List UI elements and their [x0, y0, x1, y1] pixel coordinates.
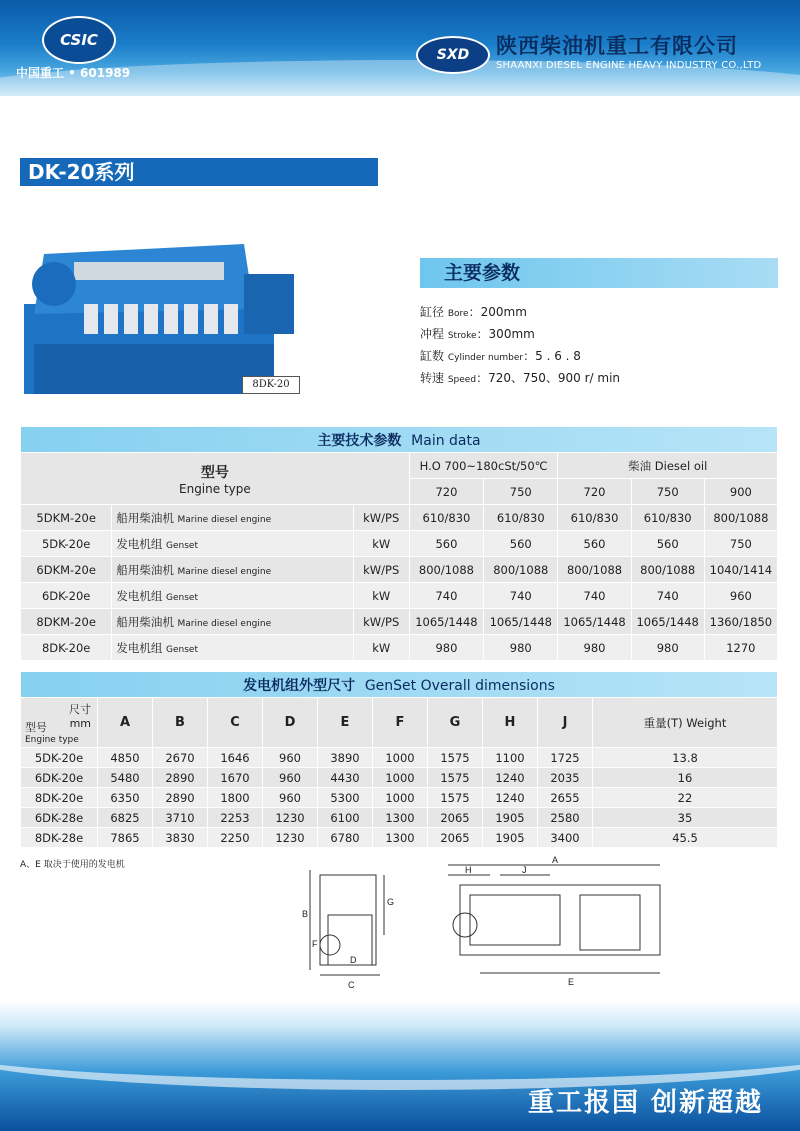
table-row — [21, 808, 778, 828]
dimension-value-cell: 6825 — [98, 808, 153, 828]
value-cell: 1065/1448 — [409, 609, 483, 635]
dimension-value-cell: 2890 — [153, 768, 208, 788]
dimension-value-cell: 3830 — [153, 828, 208, 848]
dim-label-j: J — [522, 865, 527, 875]
value-cell: 960 — [704, 583, 777, 609]
dimension-value-cell: 1725 — [538, 748, 593, 768]
dimension-column-header: J — [538, 698, 593, 748]
dimension-value-cell: 2890 — [153, 788, 208, 808]
main-params-list — [420, 302, 620, 390]
dimension-value-cell: 7865 — [98, 828, 153, 848]
value-cell: 1065/1448 — [631, 609, 704, 635]
dimension-diagram — [290, 855, 670, 995]
value-cell: 800/1088 — [484, 557, 558, 583]
table-row — [21, 768, 778, 788]
company-name-en: SHAANXI DIESEL ENGINE HEAVY INDUSTRY CO.,LTD — [496, 60, 762, 71]
type-cell: 发电机组 Genset — [112, 635, 353, 661]
dimension-column-header: C — [208, 698, 263, 748]
dimension-value-cell: 1000 — [373, 768, 428, 788]
param-bore: 缸径 Bore：200mm — [420, 305, 527, 319]
type-cell: 船用柴油机 Marine diesel engine — [112, 505, 353, 531]
dim-label-c: C — [348, 980, 355, 990]
param-cylinders: 缸数 Cylinder number：5 . 6 . 8 — [420, 349, 581, 363]
main-data-table — [20, 426, 778, 661]
model-cell: 8DK-20e — [21, 635, 112, 661]
dimension-column-header: F — [373, 698, 428, 748]
model-cell: 5DK-20e — [21, 531, 112, 557]
dim-label-g: G — [387, 897, 395, 907]
table-row — [21, 505, 778, 531]
dim-label-d: D — [350, 955, 357, 965]
dimension-value-cell: 1000 — [373, 788, 428, 808]
value-cell: 980 — [558, 635, 631, 661]
param-stroke: 冲程 Stroke：300mm — [420, 327, 535, 341]
dimension-value-cell: 1575 — [428, 768, 483, 788]
series-title: DK-20系列 — [20, 158, 378, 186]
sxd-logo: SXD — [416, 36, 490, 74]
dimension-value-cell: 960 — [263, 768, 318, 788]
dimension-value-cell: 1240 — [483, 768, 538, 788]
model-cell: 6DK-20e — [21, 768, 98, 788]
table-row — [21, 557, 778, 583]
table-row — [21, 788, 778, 808]
dim-label-e: E — [568, 977, 575, 987]
dimension-value-cell: 1575 — [428, 748, 483, 768]
value-cell: 610/830 — [631, 505, 704, 531]
value-cell: 560 — [484, 531, 558, 557]
speed-header: 750 — [631, 479, 704, 505]
dimension-value-cell: 2670 — [153, 748, 208, 768]
table-row — [21, 748, 778, 768]
value-cell: 1065/1448 — [558, 609, 631, 635]
dimension-column-header: D — [263, 698, 318, 748]
dimension-value-cell: 960 — [263, 748, 318, 768]
weight-cell: 35 — [593, 808, 778, 828]
dimension-value-cell: 1646 — [208, 748, 263, 768]
dimension-value-cell: 1100 — [483, 748, 538, 768]
dimension-value-cell: 2250 — [208, 828, 263, 848]
value-cell: 740 — [631, 583, 704, 609]
value-cell: 610/830 — [558, 505, 631, 531]
unit-cell: kW — [353, 583, 409, 609]
speed-header: 900 — [704, 479, 777, 505]
value-cell: 740 — [409, 583, 483, 609]
dimension-value-cell: 1575 — [428, 788, 483, 808]
model-cell: 5DK-20e — [21, 748, 98, 768]
model-cell: 5DKM-20e — [21, 505, 112, 531]
weight-header: 重量(T) Weight — [593, 698, 778, 748]
dimension-value-cell: 2065 — [428, 828, 483, 848]
dim-label-a: A — [552, 855, 559, 865]
table-row — [21, 635, 778, 661]
dimension-value-cell: 3890 — [318, 748, 373, 768]
dimension-value-cell: 1240 — [483, 788, 538, 808]
value-cell: 980 — [631, 635, 704, 661]
dimension-value-cell: 2253 — [208, 808, 263, 828]
value-cell: 740 — [484, 583, 558, 609]
dim-label-b: B — [302, 909, 309, 919]
dimension-value-cell: 2655 — [538, 788, 593, 808]
param-speed: 转速 Speed：720、750、900 r/ min — [420, 371, 621, 385]
dimension-value-cell: 4430 — [318, 768, 373, 788]
unit-cell: kW/PS — [353, 609, 409, 635]
dimension-value-cell: 4850 — [98, 748, 153, 768]
value-cell: 800/1088 — [409, 557, 483, 583]
value-cell: 800/1088 — [558, 557, 631, 583]
engine-caption: 8DK-20 — [242, 376, 300, 394]
value-cell: 750 — [704, 531, 777, 557]
dim-label-h: H — [465, 865, 472, 875]
dimension-value-cell: 3400 — [538, 828, 593, 848]
type-cell: 发电机组 Genset — [112, 583, 353, 609]
type-cell: 船用柴油机 Marine diesel engine — [112, 557, 353, 583]
value-cell: 980 — [409, 635, 483, 661]
dimension-value-cell: 1905 — [483, 828, 538, 848]
dimension-value-cell: 1800 — [208, 788, 263, 808]
value-cell: 980 — [484, 635, 558, 661]
dimension-value-cell: 3710 — [153, 808, 208, 828]
dimension-value-cell: 960 — [263, 788, 318, 808]
table-row — [21, 828, 778, 848]
dimensions-corner: 尺寸 mm 型号 Engine type — [21, 698, 98, 748]
dimension-value-cell: 5480 — [98, 768, 153, 788]
fuel-diesel-header: 柴油 Diesel oil — [558, 453, 778, 479]
model-cell: 8DKM-20e — [21, 609, 112, 635]
model-cell: 8DK-28e — [21, 828, 98, 848]
weight-cell: 13.8 — [593, 748, 778, 768]
dimension-value-cell: 1000 — [373, 748, 428, 768]
dimension-value-cell: 1300 — [373, 828, 428, 848]
value-cell: 1270 — [704, 635, 777, 661]
csic-stock-code: 中国重工 • 601989 — [16, 66, 131, 80]
dimensions-table — [20, 671, 778, 848]
fuel-ho-header: H.O 700~180cSt/50℃ — [409, 453, 558, 479]
table-row — [21, 583, 778, 609]
weight-cell: 45.5 — [593, 828, 778, 848]
value-cell: 560 — [558, 531, 631, 557]
dimension-value-cell: 1670 — [208, 768, 263, 788]
dimension-value-cell: 5300 — [318, 788, 373, 808]
table-row — [21, 609, 778, 635]
dimension-value-cell: 1230 — [263, 828, 318, 848]
footer-slogan: 重工报国 创新超越 — [528, 1088, 764, 1118]
dimension-value-cell: 1905 — [483, 808, 538, 828]
unit-cell: kW/PS — [353, 505, 409, 531]
table-row — [21, 531, 778, 557]
main-params-title: 主要参数 — [420, 258, 778, 288]
dimension-value-cell: 1230 — [263, 808, 318, 828]
weight-cell: 22 — [593, 788, 778, 808]
weight-cell: 16 — [593, 768, 778, 788]
model-cell: 8DK-20e — [21, 788, 98, 808]
model-header: 型号 Engine type — [21, 453, 410, 505]
value-cell: 610/830 — [484, 505, 558, 531]
value-cell: 800/1088 — [704, 505, 777, 531]
speed-header: 750 — [484, 479, 558, 505]
value-cell: 740 — [558, 583, 631, 609]
csic-logo: CSIC — [42, 16, 116, 64]
value-cell: 1360/1850 — [704, 609, 777, 635]
dimension-value-cell: 2065 — [428, 808, 483, 828]
value-cell: 560 — [631, 531, 704, 557]
model-cell: 6DK-20e — [21, 583, 112, 609]
value-cell: 1065/1448 — [484, 609, 558, 635]
company-name-cn: 陕西柴油机重工有限公司 — [496, 34, 738, 58]
model-cell: 6DK-28e — [21, 808, 98, 828]
speed-header: 720 — [558, 479, 631, 505]
dimension-column-header: E — [318, 698, 373, 748]
model-cell: 6DKM-20e — [21, 557, 112, 583]
type-cell: 船用柴油机 Marine diesel engine — [112, 609, 353, 635]
value-cell: 1040/1414 — [704, 557, 777, 583]
unit-cell: kW — [353, 531, 409, 557]
dimensions-note: A、E 取决于使用的发电机 — [20, 860, 125, 870]
dimension-value-cell: 2580 — [538, 808, 593, 828]
dimension-column-header: B — [153, 698, 208, 748]
unit-cell: kW/PS — [353, 557, 409, 583]
value-cell: 610/830 — [409, 505, 483, 531]
speed-header: 720 — [409, 479, 483, 505]
dimension-value-cell: 1300 — [373, 808, 428, 828]
dim-label-f: F — [312, 939, 318, 949]
dimensions-title: 发电机组外型尺寸 GenSet Overall dimensions — [21, 672, 778, 698]
dimension-value-cell: 2035 — [538, 768, 593, 788]
dimension-value-cell: 6100 — [318, 808, 373, 828]
value-cell: 560 — [409, 531, 483, 557]
dimension-column-header: G — [428, 698, 483, 748]
unit-cell: kW — [353, 635, 409, 661]
dimension-column-header: H — [483, 698, 538, 748]
dimension-value-cell: 6780 — [318, 828, 373, 848]
type-cell: 发电机组 Genset — [112, 531, 353, 557]
main-data-title: 主要技术参数 Main data — [21, 427, 778, 453]
value-cell: 800/1088 — [631, 557, 704, 583]
dimension-column-header: A — [98, 698, 153, 748]
dimension-value-cell: 6350 — [98, 788, 153, 808]
